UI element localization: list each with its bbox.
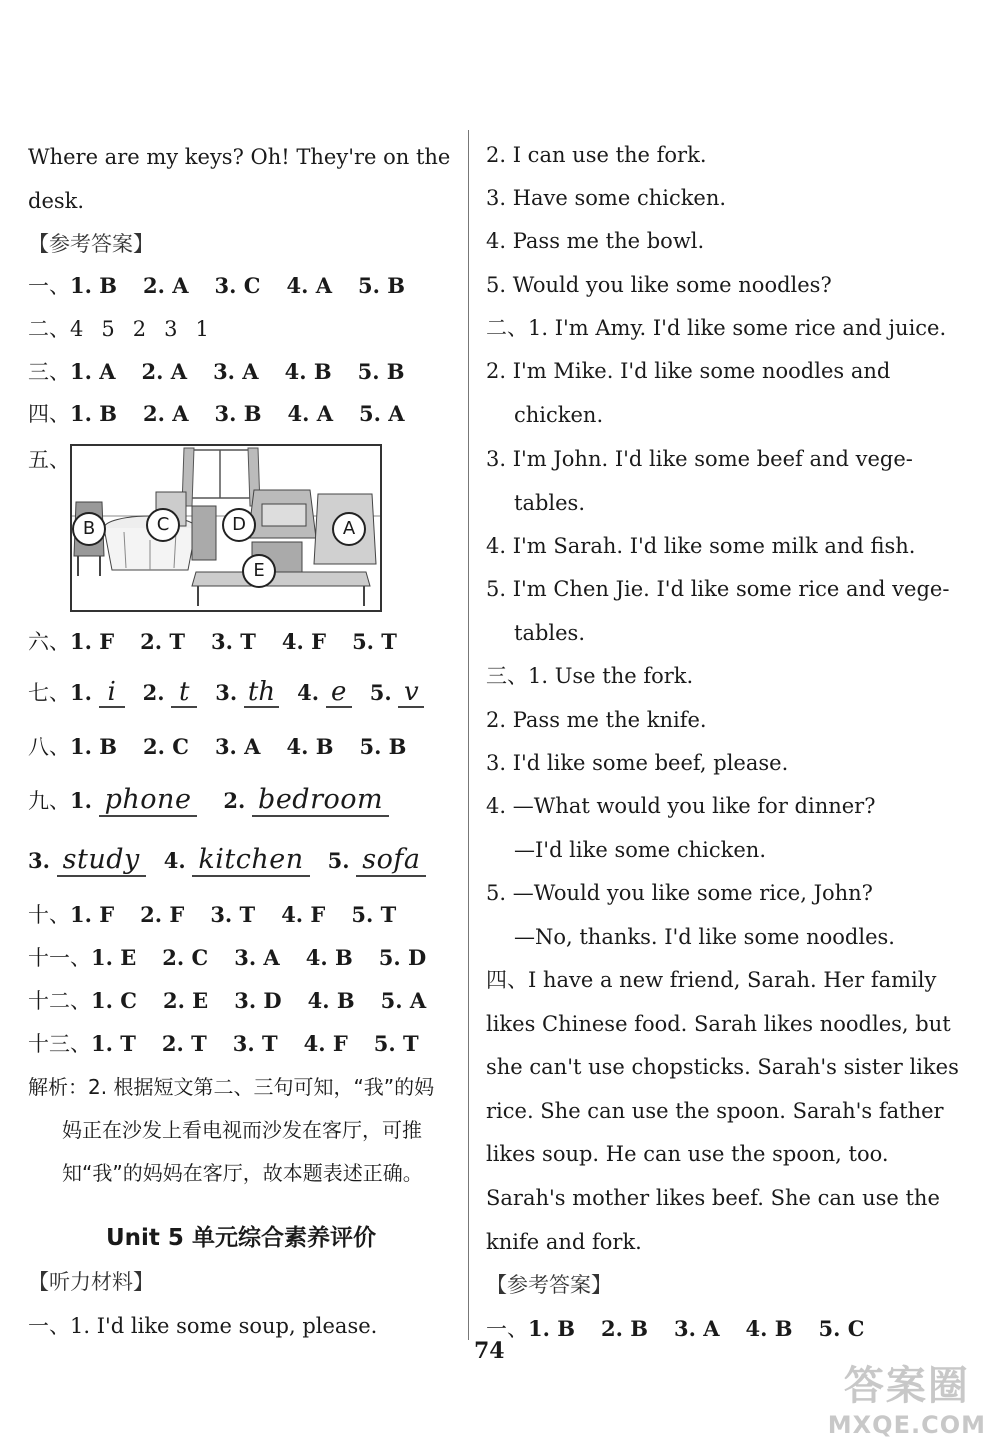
text-line: 5. I'm Chen Jie. I'd like some rice and vege- xyxy=(486,577,950,601)
text-line: —I'd like some chicken. xyxy=(514,838,766,862)
answer-row-7: 七、1. i 2. t 3. th 4. e 5. v xyxy=(28,678,424,708)
text-line: —No, thanks. I'd like some noodles. xyxy=(514,925,895,949)
text-line: rice. She can use the spoon. Sarah's father xyxy=(486,1099,944,1123)
section-five-label: 五、 xyxy=(28,448,70,472)
text-line: Sarah's mother likes beef. She can use the xyxy=(486,1186,940,1210)
text-line: tables. xyxy=(514,621,585,645)
listening-line: Where are my keys? Oh! They're on the xyxy=(28,145,451,169)
answer-row-6: 六、1. F 2. T 3. T 4. F 5. T xyxy=(28,629,397,654)
answer-row-9a: 九、1. phone 2. bedroom xyxy=(28,786,389,815)
figure-label-e: E xyxy=(242,554,276,588)
answer-row-12: 十二、1. C 2. E 3. D 4. B 5. A xyxy=(28,988,427,1013)
figure-label-a: A xyxy=(332,512,366,546)
analysis-line: 知“我”的妈妈在客厅，故本题表述正确。 xyxy=(62,1161,423,1185)
answer-row-13: 十三、1. T 2. T 3. T 4. F 5. T xyxy=(28,1031,419,1056)
text-line: knife and fork. xyxy=(486,1230,642,1254)
answer-header: 【参考答案】 xyxy=(28,232,154,256)
text-line: 4. Pass me the bowl. xyxy=(486,229,705,253)
answer-row-2: 二、4 5 2 3 1 xyxy=(28,317,209,341)
text-line: 5. —Would you like some rice, John? xyxy=(486,881,873,905)
text-line: 二、1. I'm Amy. I'd like some rice and juice. xyxy=(486,316,947,340)
text-line: tables. xyxy=(514,491,585,515)
text-line: chicken. xyxy=(514,403,604,427)
listening-header: 【听力材料】 xyxy=(28,1270,154,1294)
analysis-line: 解析：2. 根据短文第二、三句可知，“我”的妈 xyxy=(28,1075,435,1099)
answer-row-3: 三、1. A 2. A 3. A 4. B 5. B xyxy=(28,359,405,384)
answer-row-8: 八、1. B 2. C 3. A 4. B 5. B xyxy=(28,734,407,759)
text-line: 3. Have some chicken. xyxy=(486,186,727,210)
page-number: 74 xyxy=(474,1338,505,1364)
text-line: likes soup. He can use the spoon, too. xyxy=(486,1142,889,1166)
answer-row-4: 四、1. B 2. A 3. B 4. A 5. A xyxy=(28,401,405,426)
text-line: 3. I'd like some beef, please. xyxy=(486,751,789,775)
living-room-figure xyxy=(70,444,382,612)
unit-title: Unit 5 单元综合素养评价 xyxy=(106,1225,376,1251)
text-line: 5. Would you like some noodles? xyxy=(486,273,832,297)
text-line: 四、I have a new friend, Sarah. Her family xyxy=(486,968,937,992)
text-line: 2. Pass me the knife. xyxy=(486,708,707,732)
answer-row-1: 一、1. B 2. A 3. C 4. A 5. B xyxy=(28,273,405,298)
figure-label-d: D xyxy=(222,508,256,542)
text-line: 4. —What would you like for dinner? xyxy=(486,794,876,818)
watermark-top: 答案圈 xyxy=(843,1363,970,1409)
figure-label-c: C xyxy=(146,508,180,542)
text-line: 4. I'm Sarah. I'd like some milk and fish. xyxy=(486,534,916,558)
text-line: 2. I'm Mike. I'd like some noodles and xyxy=(486,359,891,383)
column-divider xyxy=(468,130,469,1340)
text-line: she can't use chopsticks. Sarah's sister likes xyxy=(486,1055,959,1079)
listening-line: desk. xyxy=(28,189,85,213)
text-line: 3. I'm John. I'd like some beef and vege- xyxy=(486,447,913,471)
answer-header: 【参考答案】 xyxy=(486,1273,612,1297)
watermark-bottom: MXQE.COM xyxy=(827,1411,986,1439)
text-line: 2. I can use the fork. xyxy=(486,143,707,167)
answer-row-9b: 3. study 4. kitchen 5. sofa xyxy=(28,846,426,875)
analysis-line: 妈正在沙发上看电视而沙发在客厅，可推 xyxy=(62,1118,422,1142)
answer-row-10: 十、1. F 2. F 3. T 4. F 5. T xyxy=(28,902,397,927)
text-line: likes Chinese food. Sarah likes noodles, but xyxy=(486,1012,951,1036)
figure-label-b: B xyxy=(72,512,106,546)
answer-row-1: 一、1. B 2. B 3. A 4. B 5. C xyxy=(486,1316,865,1341)
listening-item: 一、1. I'd like some soup, please. xyxy=(28,1314,378,1338)
text-line: 三、1. Use the fork. xyxy=(486,664,694,688)
watermark xyxy=(828,1354,986,1439)
answer-row-11: 十一、1. E 2. C 3. A 4. B 5. D xyxy=(28,945,427,970)
